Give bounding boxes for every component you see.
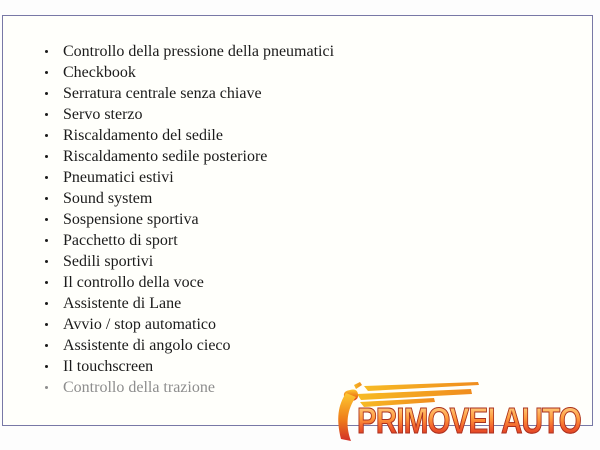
list-item: Avvio / stop automatico bbox=[43, 314, 592, 335]
list-item: Pacchetto di sport bbox=[43, 230, 592, 251]
list-item: Sedili sportivi bbox=[43, 251, 592, 272]
list-item: Riscaldamento sedile posteriore bbox=[43, 146, 592, 167]
list-item: Sound system bbox=[43, 188, 592, 209]
feature-panel bbox=[2, 15, 593, 426]
list-item: Checkbook bbox=[43, 62, 592, 83]
list-item: Assistente di Lane bbox=[43, 293, 592, 314]
list-item: Pneumatici estivi bbox=[43, 167, 592, 188]
list-item: Il touchscreen bbox=[43, 356, 592, 377]
list-item: Controllo della pressione della pneumatici bbox=[43, 41, 592, 62]
list-item: Assistente di angolo cieco bbox=[43, 335, 592, 356]
feature-list bbox=[3, 16, 592, 398]
logo-text: PRIMOVEI AUTO bbox=[357, 400, 581, 441]
list-item: Riscaldamento del sedile bbox=[43, 125, 592, 146]
primovei-auto-logo bbox=[330, 381, 600, 447]
list-item: Il controllo della voce bbox=[43, 272, 592, 293]
list-item: Controllo della trazione bbox=[43, 377, 592, 398]
list-item: Serratura centrale senza chiave bbox=[43, 83, 592, 104]
list-item: Sospensione sportiva bbox=[43, 209, 592, 230]
list-item: Servo sterzo bbox=[43, 104, 592, 125]
